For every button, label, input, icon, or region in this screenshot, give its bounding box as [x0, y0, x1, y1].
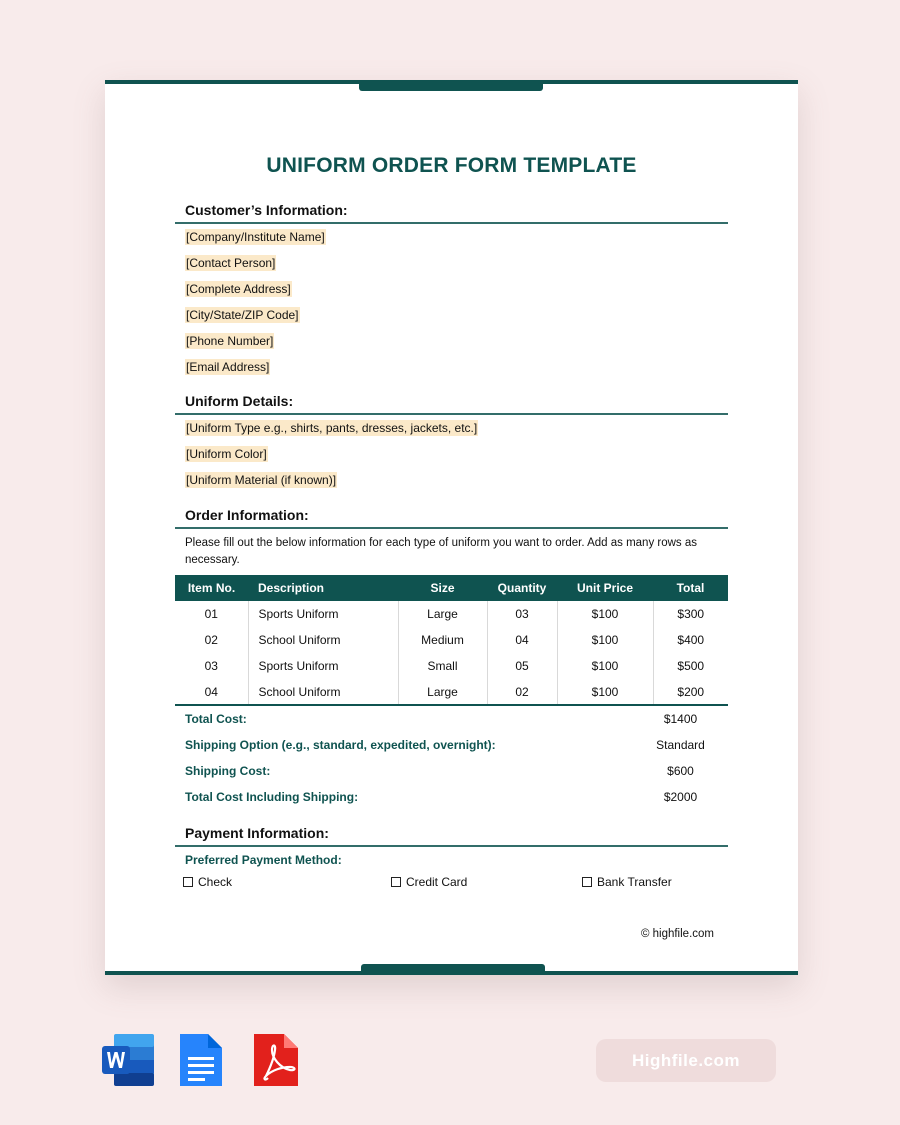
payment-heading: Payment Information:	[185, 825, 329, 841]
divider	[175, 413, 728, 415]
summary-total-cost	[175, 706, 728, 732]
pdf-icon[interactable]	[248, 1030, 304, 1090]
city-placeholder: [City/State/ZIP Code]	[186, 308, 299, 322]
table-row	[175, 653, 728, 679]
cell-quantity: 05	[487, 653, 557, 679]
cell-description: Sports Uniform	[248, 601, 398, 627]
cell-description: School Uniform	[248, 627, 398, 653]
phone-placeholder: [Phone Number]	[186, 334, 274, 348]
cell-quantity: 02	[487, 679, 557, 705]
address-field[interactable]	[175, 276, 728, 302]
format-icons	[100, 1030, 304, 1090]
contact-field[interactable]	[175, 250, 728, 276]
email-placeholder: [Email Address]	[186, 360, 270, 374]
cell-total: $400	[677, 633, 705, 647]
table-row	[175, 601, 728, 627]
col-description: Description	[248, 575, 398, 601]
cell-unit-price: $100	[557, 653, 653, 679]
cell-item-no: 04	[175, 679, 248, 705]
divider	[175, 222, 728, 224]
table-row	[175, 627, 728, 653]
cell-size: Large	[398, 601, 487, 627]
google-docs-icon[interactable]	[174, 1030, 230, 1090]
option-bank-transfer-label: Bank Transfer	[597, 875, 672, 889]
total-cost-value: $1400	[663, 712, 698, 726]
payment-options	[175, 873, 728, 897]
grand-total-label: Total Cost Including Shipping:	[185, 790, 359, 804]
cell-description: School Uniform	[248, 679, 398, 705]
cell-quantity: 04	[487, 627, 557, 653]
cell-unit-price: $100	[557, 679, 653, 705]
cell-total: $200	[653, 679, 728, 705]
uniform-material-placeholder: [Uniform Material (if known)]	[186, 473, 337, 487]
document-page	[105, 80, 798, 975]
option-credit-card[interactable]	[391, 875, 467, 889]
copyright-credit: © highfile.com	[640, 928, 714, 940]
checkbox-icon[interactable]	[391, 877, 401, 887]
company-placeholder: [Company/Institute Name]	[186, 230, 325, 244]
uniform-heading: Uniform Details:	[185, 393, 294, 409]
brand-watermark: Highfile.com	[596, 1039, 776, 1082]
payment-method-label: Preferred Payment Method:	[185, 853, 342, 867]
grand-total-value: $2000	[663, 790, 698, 804]
top-tab-decoration	[359, 83, 543, 91]
payment-section	[175, 821, 728, 897]
option-bank-transfer[interactable]	[582, 875, 672, 889]
customer-heading: Customer’s Information:	[185, 202, 348, 218]
cell-unit-price: $100	[557, 601, 653, 627]
summary-shipping-option	[175, 732, 728, 758]
word-icon[interactable]	[100, 1030, 156, 1090]
cell-quantity: 03	[487, 601, 557, 627]
divider	[175, 845, 728, 847]
option-credit-card-label: Credit Card	[406, 875, 468, 889]
summary-grand-total	[175, 784, 728, 810]
document-title: UNIFORM ORDER FORM TEMPLATE	[266, 154, 637, 177]
divider	[175, 527, 728, 529]
phone-field[interactable]	[175, 328, 728, 354]
cell-item-no: 03	[175, 653, 248, 679]
order-heading: Order Information:	[185, 507, 309, 523]
checkbox-icon[interactable]	[582, 877, 592, 887]
table-row	[175, 679, 728, 705]
city-field[interactable]	[175, 302, 728, 328]
order-table	[175, 575, 728, 706]
cell-unit-price: $100	[557, 627, 653, 653]
email-field[interactable]	[175, 354, 728, 380]
cell-item-no: 01	[175, 601, 248, 627]
address-placeholder: [Complete Address]	[186, 282, 291, 296]
uniform-type-field[interactable]	[175, 415, 728, 441]
cell-size: Small	[398, 653, 487, 679]
col-size: Size	[398, 575, 487, 601]
order-note: Please fill out the below information for each type of uniform you want to order. Add as many rows as necessary.	[185, 537, 698, 566]
table-header-row	[175, 575, 728, 601]
cell-total: $500	[677, 659, 705, 673]
shipping-cost-label: Shipping Cost:	[185, 764, 271, 778]
option-check[interactable]	[183, 875, 232, 889]
cell-size: Medium	[398, 627, 487, 653]
col-quantity: Quantity	[487, 575, 557, 601]
shipping-option-label: Shipping Option (e.g., standard, expedited, overnight):	[185, 738, 496, 752]
summary-shipping-cost	[175, 758, 728, 784]
shipping-cost-value: $600	[667, 764, 694, 778]
uniform-color-placeholder: [Uniform Color]	[186, 447, 267, 461]
cell-item-no: 02	[175, 627, 248, 653]
total-cost-label: Total Cost:	[185, 712, 247, 726]
uniform-color-field[interactable]	[175, 441, 728, 467]
cell-description: Sports Uniform	[248, 653, 398, 679]
uniform-section	[175, 389, 728, 493]
order-section	[175, 503, 728, 810]
option-check-label: Check	[198, 875, 233, 889]
contact-placeholder: [Contact Person]	[186, 256, 276, 270]
col-total: Total	[653, 575, 728, 601]
col-item-no: Item No.	[175, 575, 248, 601]
cell-total: $300	[677, 607, 705, 621]
uniform-material-field[interactable]	[175, 467, 728, 493]
customer-section	[175, 198, 728, 380]
cell-size: Large	[398, 679, 487, 705]
col-unit-price: Unit Price	[557, 575, 653, 601]
uniform-type-placeholder: [Uniform Type e.g., shirts, pants, dresses, jackets, etc.]	[186, 421, 478, 435]
shipping-option-value: Standard	[656, 738, 705, 752]
company-field[interactable]	[175, 224, 728, 250]
bottom-tab-decoration	[361, 964, 545, 972]
checkbox-icon[interactable]	[183, 877, 193, 887]
